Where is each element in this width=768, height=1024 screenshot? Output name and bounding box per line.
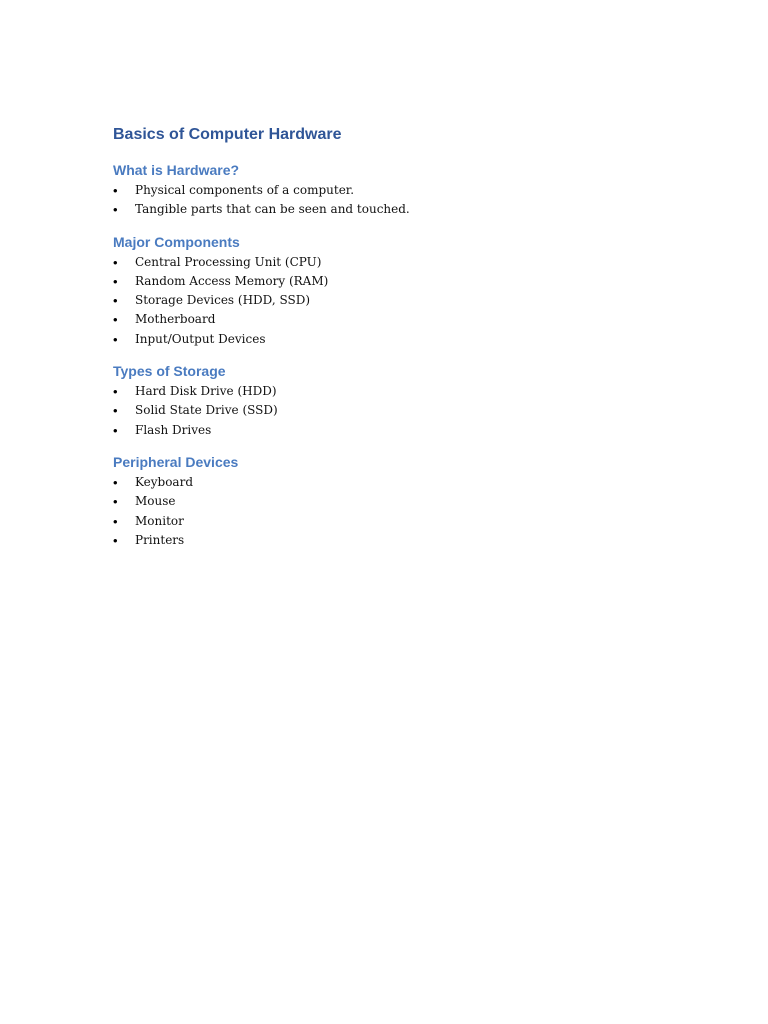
- list-item-text: Solid State Drive (SSD): [135, 403, 278, 418]
- list-item: [113, 512, 673, 531]
- section-heading: Peripheral Devices: [113, 453, 239, 470]
- list-item-text: Monitor: [135, 513, 184, 528]
- document-title: Basics of Computer Hardware: [113, 126, 342, 143]
- section-types-of-storage: [113, 361, 673, 440]
- list-item-text: Storage Devices (HDD, SSD): [135, 293, 311, 308]
- list-item: [113, 531, 673, 550]
- list-item-text: Flash Drives: [135, 422, 212, 437]
- bullet-list: [113, 473, 673, 550]
- list-item: [113, 291, 673, 310]
- list-item-text: Tangible parts that can be seen and touched.: [135, 202, 410, 217]
- bullet-icon: •: [113, 202, 118, 218]
- list-item: [113, 310, 673, 329]
- bullet-icon: •: [113, 403, 118, 419]
- section-heading: Types of Storage: [113, 363, 226, 380]
- list-item: [113, 473, 673, 492]
- list-item-text: Physical components of a computer.: [135, 183, 355, 197]
- section-heading: Major Components: [113, 233, 240, 250]
- bullet-list: [113, 253, 673, 349]
- list-item-text: Motherboard: [135, 312, 216, 327]
- list-item: [113, 253, 673, 272]
- document-page: [113, 124, 673, 562]
- list-item: [113, 272, 673, 291]
- list-item-text: Mouse: [135, 494, 176, 509]
- bullet-icon: •: [113, 513, 118, 529]
- bullet-icon: •: [113, 331, 118, 347]
- bullet-icon: •: [113, 384, 118, 400]
- section-what-is-hardware: [113, 160, 673, 220]
- bullet-icon: •: [113, 532, 118, 548]
- list-item: [113, 330, 673, 349]
- bullet-list: [113, 181, 673, 220]
- section-heading: What is Hardware?: [113, 162, 240, 178]
- list-item-text: Keyboard: [135, 474, 194, 489]
- section-major-components: [113, 232, 673, 349]
- list-item: [113, 401, 673, 420]
- list-item: [113, 200, 673, 219]
- list-item-text: Central Processing Unit (CPU): [135, 254, 322, 269]
- bullet-icon: •: [113, 474, 118, 490]
- bullet-icon: •: [113, 494, 118, 510]
- bullet-icon: •: [113, 273, 118, 289]
- bullet-icon: •: [113, 312, 118, 328]
- list-item-text: Printers: [135, 532, 185, 547]
- list-item: [113, 492, 673, 511]
- list-item: [113, 181, 673, 200]
- bullet-icon: •: [113, 422, 118, 438]
- list-item: [113, 421, 673, 440]
- list-item-text: Hard Disk Drive (HDD): [135, 384, 277, 399]
- bullet-icon: •: [113, 183, 118, 198]
- list-item-text: Random Access Memory (RAM): [135, 273, 329, 288]
- list-item-text: Input/Output Devices: [135, 331, 266, 346]
- section-peripheral-devices: [113, 452, 673, 550]
- list-item: [113, 382, 673, 401]
- bullet-icon: •: [113, 293, 118, 309]
- bullet-icon: •: [113, 254, 118, 270]
- bullet-list: [113, 382, 673, 440]
